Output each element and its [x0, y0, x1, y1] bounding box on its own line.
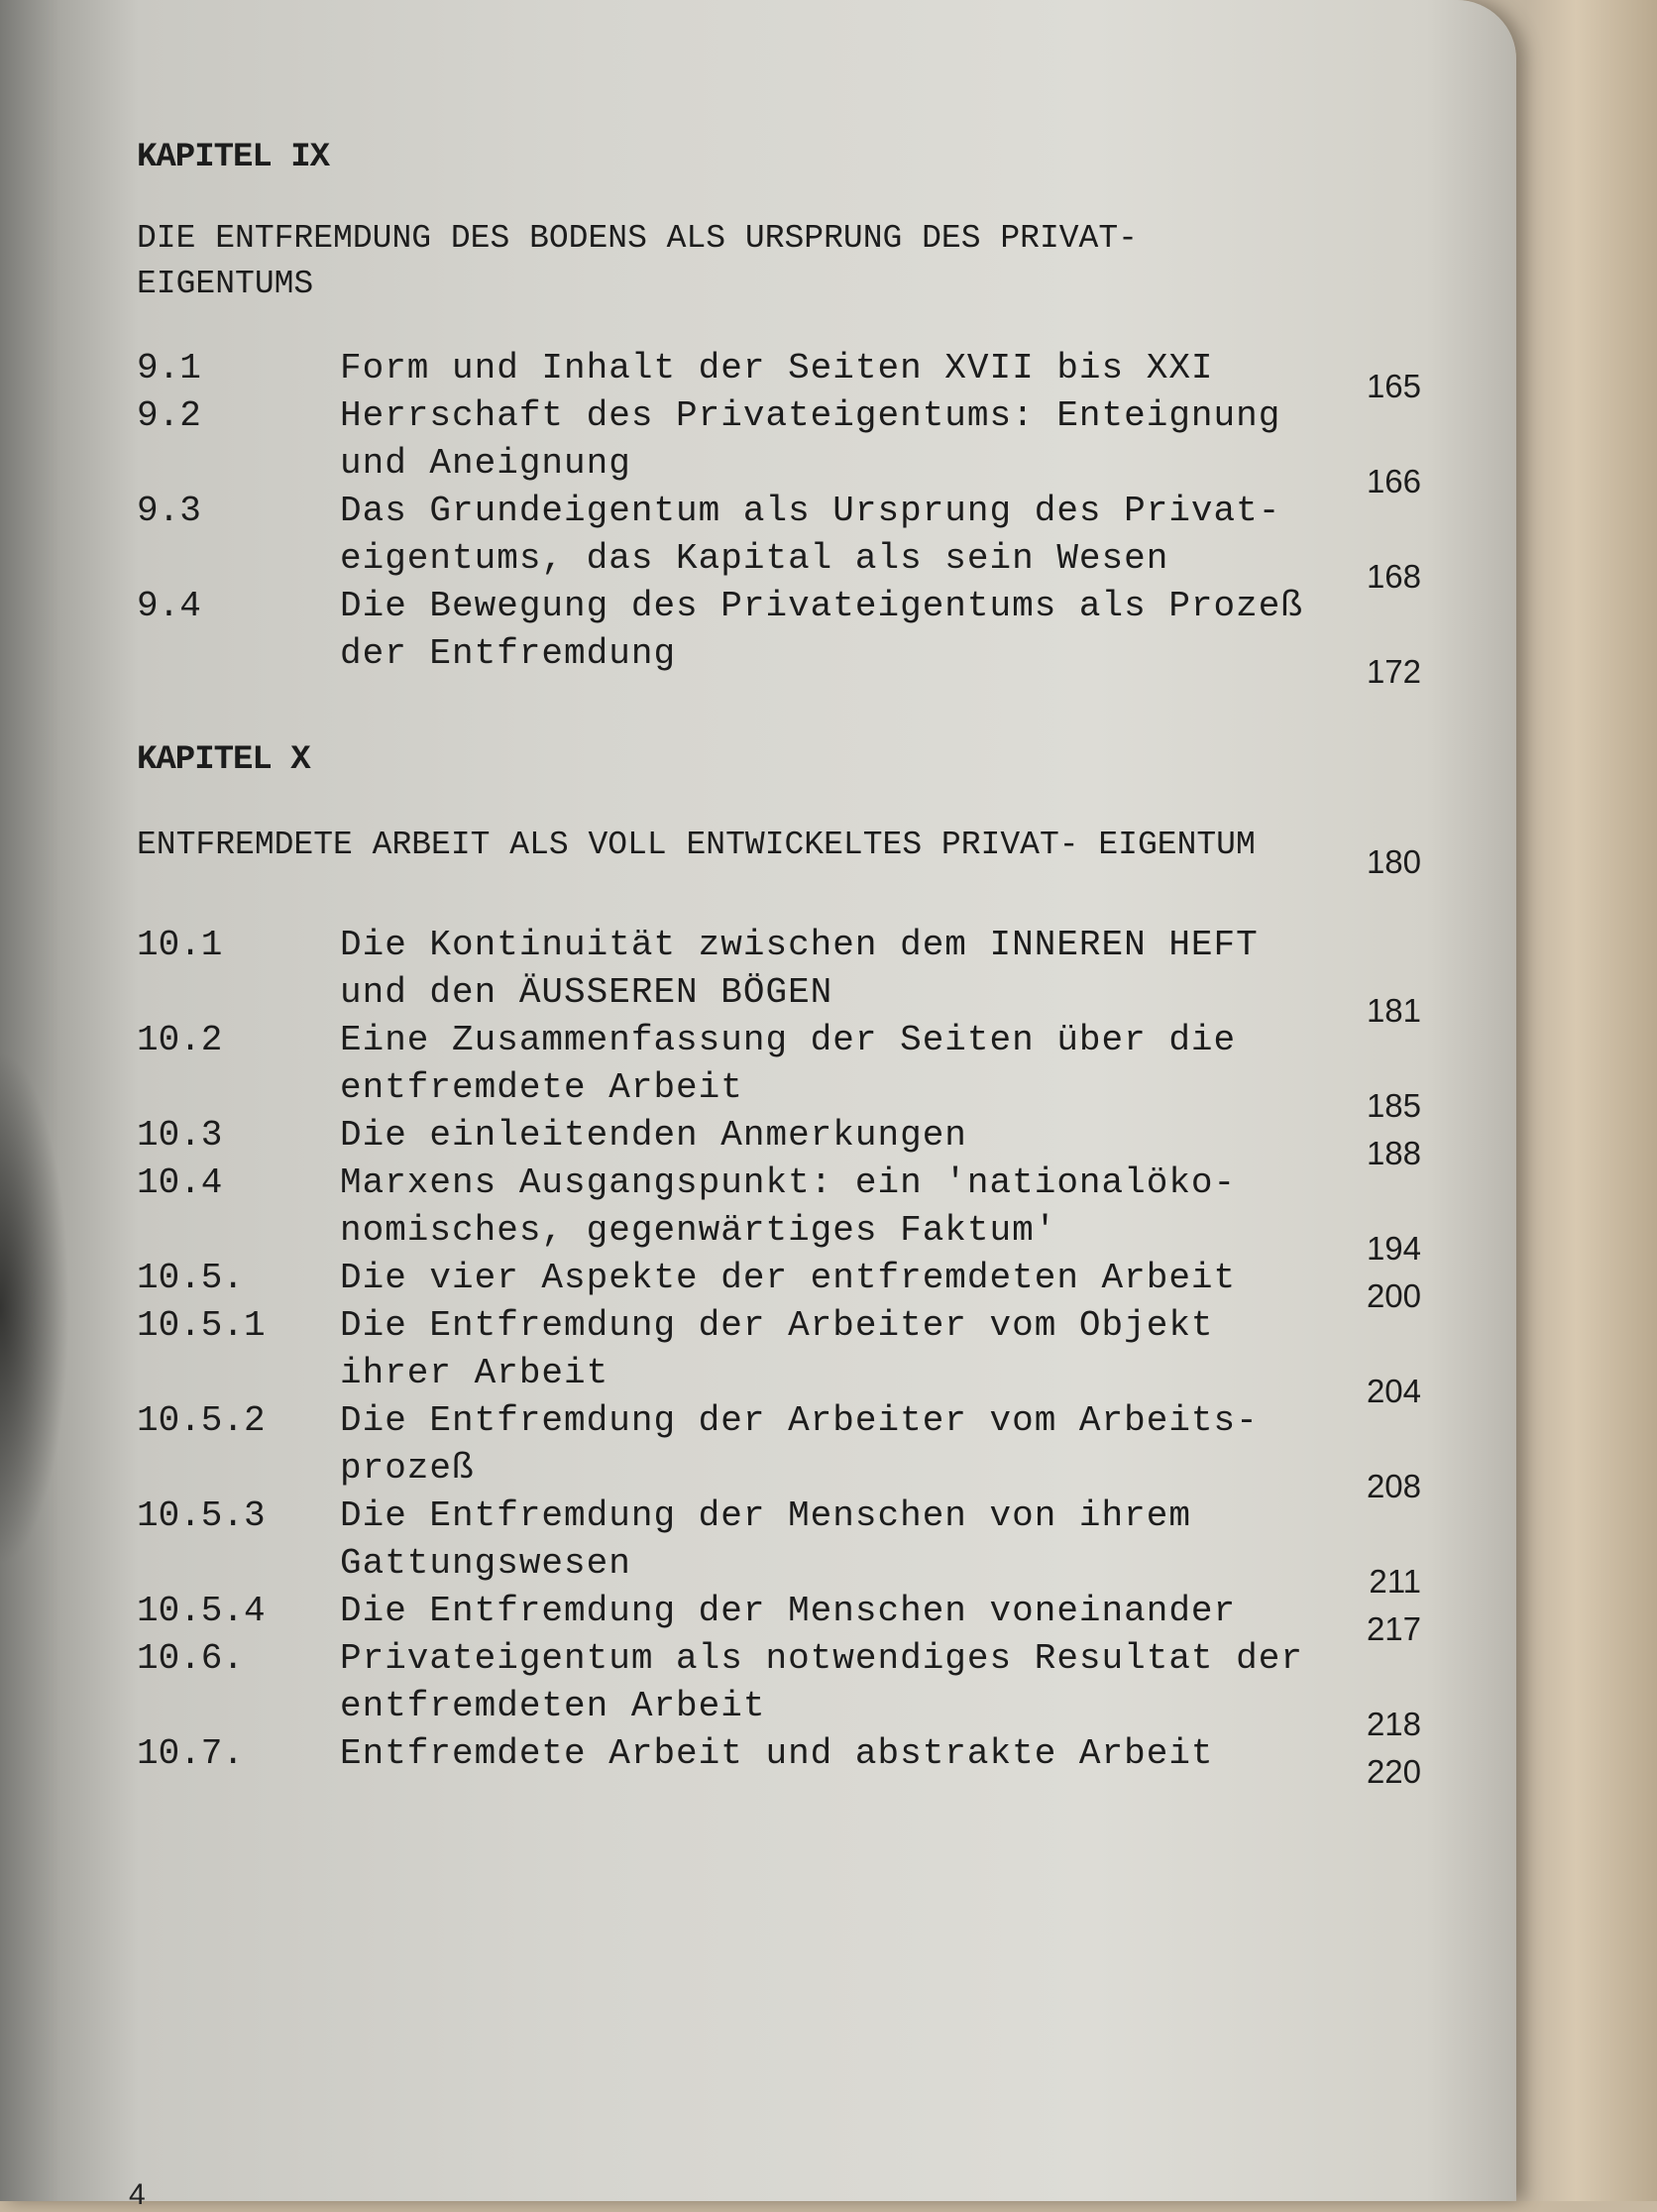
entry-page: 218 — [1366, 1706, 1421, 1742]
chapter-page: 180 — [1366, 843, 1421, 880]
entry-number: 9.3 — [137, 491, 201, 531]
thumb-shadow — [0, 1051, 69, 1566]
entry-number: 10.5. — [137, 1258, 245, 1298]
entry-title: Die Entfremdung der Arbeiter vom Arbeits- prozeß — [340, 1400, 1259, 1489]
entry-title: Form und Inhalt der Seiten XVII bis XXI — [340, 348, 1214, 388]
toc-entry — [137, 1160, 1445, 1267]
entry-title: Eine Zusammenfassung der Seiten über die entfremdete Arbeit — [340, 1020, 1237, 1108]
table-of-contents — [137, 139, 1445, 1790]
page-number: 4 — [129, 2178, 146, 2211]
toc-entry — [137, 488, 1445, 595]
entry-title: Marxens Ausgangspunkt: ein 'nationalöko- nomisches, gegenwärtiges Faktum' — [340, 1162, 1237, 1251]
chapter-title-text: ENTFREMDETE ARBEIT ALS VOLL ENTWICKELTES PRIVAT- EIGENTUM — [137, 827, 1256, 863]
chapter-title — [137, 823, 1445, 880]
toc-entry — [137, 583, 1445, 690]
toc-entry — [137, 1493, 1445, 1600]
entry-title: Die Kontinuität zwischen dem INNEREN HEFT und den ÄUSSEREN BÖGEN — [340, 925, 1259, 1013]
entry-title: Die einleitenden Anmerkungen — [340, 1115, 967, 1156]
entry-number: 10.5.1 — [137, 1305, 266, 1346]
entry-number: 9.4 — [137, 586, 201, 626]
entry-page: 165 — [1366, 368, 1421, 404]
entry-number: 10.5.2 — [137, 1400, 266, 1441]
toc-entry — [137, 1635, 1445, 1742]
entry-title: Die Entfremdung der Menschen von ihrem Gattungswesen — [340, 1495, 1191, 1584]
entry-title: Die Bewegung des Privateigentums als Prozeß der Entfremdung — [340, 586, 1303, 674]
toc-entry — [137, 1017, 1445, 1124]
entry-page: 166 — [1366, 463, 1421, 499]
entry-number: 10.7. — [137, 1733, 245, 1774]
entry-page: 172 — [1366, 653, 1421, 690]
entry-page: 211 — [1369, 1563, 1421, 1600]
entry-number: 9.2 — [137, 395, 201, 436]
toc-entry — [137, 392, 1445, 499]
entry-number: 10.2 — [137, 1020, 223, 1060]
chapter-title — [137, 216, 1445, 307]
toc-entry — [137, 1112, 1445, 1171]
chapter-label: KAPITEL IX — [137, 139, 330, 176]
toc-entry — [137, 1397, 1445, 1504]
entry-page: 220 — [1366, 1753, 1421, 1790]
entry-page: 168 — [1366, 558, 1421, 595]
entry-number: 10.5.3 — [137, 1495, 266, 1536]
entry-page: 194 — [1366, 1230, 1421, 1267]
entry-title: Die vier Aspekte der entfremdeten Arbeit — [340, 1258, 1237, 1298]
entry-page: 185 — [1366, 1087, 1421, 1124]
entry-title: Das Grundeigentum als Ursprung des Privat- eigentums, das Kapital als sein Wesen — [340, 491, 1281, 579]
toc-entry — [137, 345, 1445, 404]
toc-entry — [137, 1588, 1445, 1647]
entry-page: 200 — [1366, 1277, 1421, 1314]
entry-page: 208 — [1366, 1468, 1421, 1504]
toc-entry — [137, 1730, 1445, 1790]
toc-entry — [137, 1255, 1445, 1314]
entry-page: 188 — [1366, 1135, 1421, 1171]
entry-title: Herrschaft des Privateigentums: Enteignung und Aneignung — [340, 395, 1281, 484]
entry-title: Die Entfremdung der Arbeiter vom Objekt ihrer Arbeit — [340, 1305, 1214, 1393]
toc-entry — [137, 1302, 1445, 1409]
entry-number: 9.1 — [137, 348, 201, 388]
entry-number: 10.4 — [137, 1162, 223, 1203]
chapter-title-text: DIE ENTFREMDUNG DES BODENS ALS URSPRUNG DES PRIVAT- EIGENTUMS — [137, 220, 1138, 302]
entry-page: 204 — [1366, 1373, 1421, 1409]
toc-entry — [137, 922, 1445, 1029]
entry-number: 10.3 — [137, 1115, 223, 1156]
entry-title: Entfremdete Arbeit und abstrakte Arbeit — [340, 1733, 1214, 1774]
entry-page: 181 — [1366, 992, 1421, 1029]
entry-title: Privateigentum als notwendiges Resultat der entfremdeten Arbeit — [340, 1638, 1303, 1726]
entry-page: 217 — [1366, 1610, 1421, 1647]
entry-number: 10.6. — [137, 1638, 245, 1679]
entry-number: 10.1 — [137, 925, 223, 965]
chapter-label: KAPITEL X — [137, 741, 310, 779]
entry-title: Die Entfremdung der Menschen voneinander — [340, 1591, 1237, 1631]
entry-number: 10.5.4 — [137, 1591, 266, 1631]
